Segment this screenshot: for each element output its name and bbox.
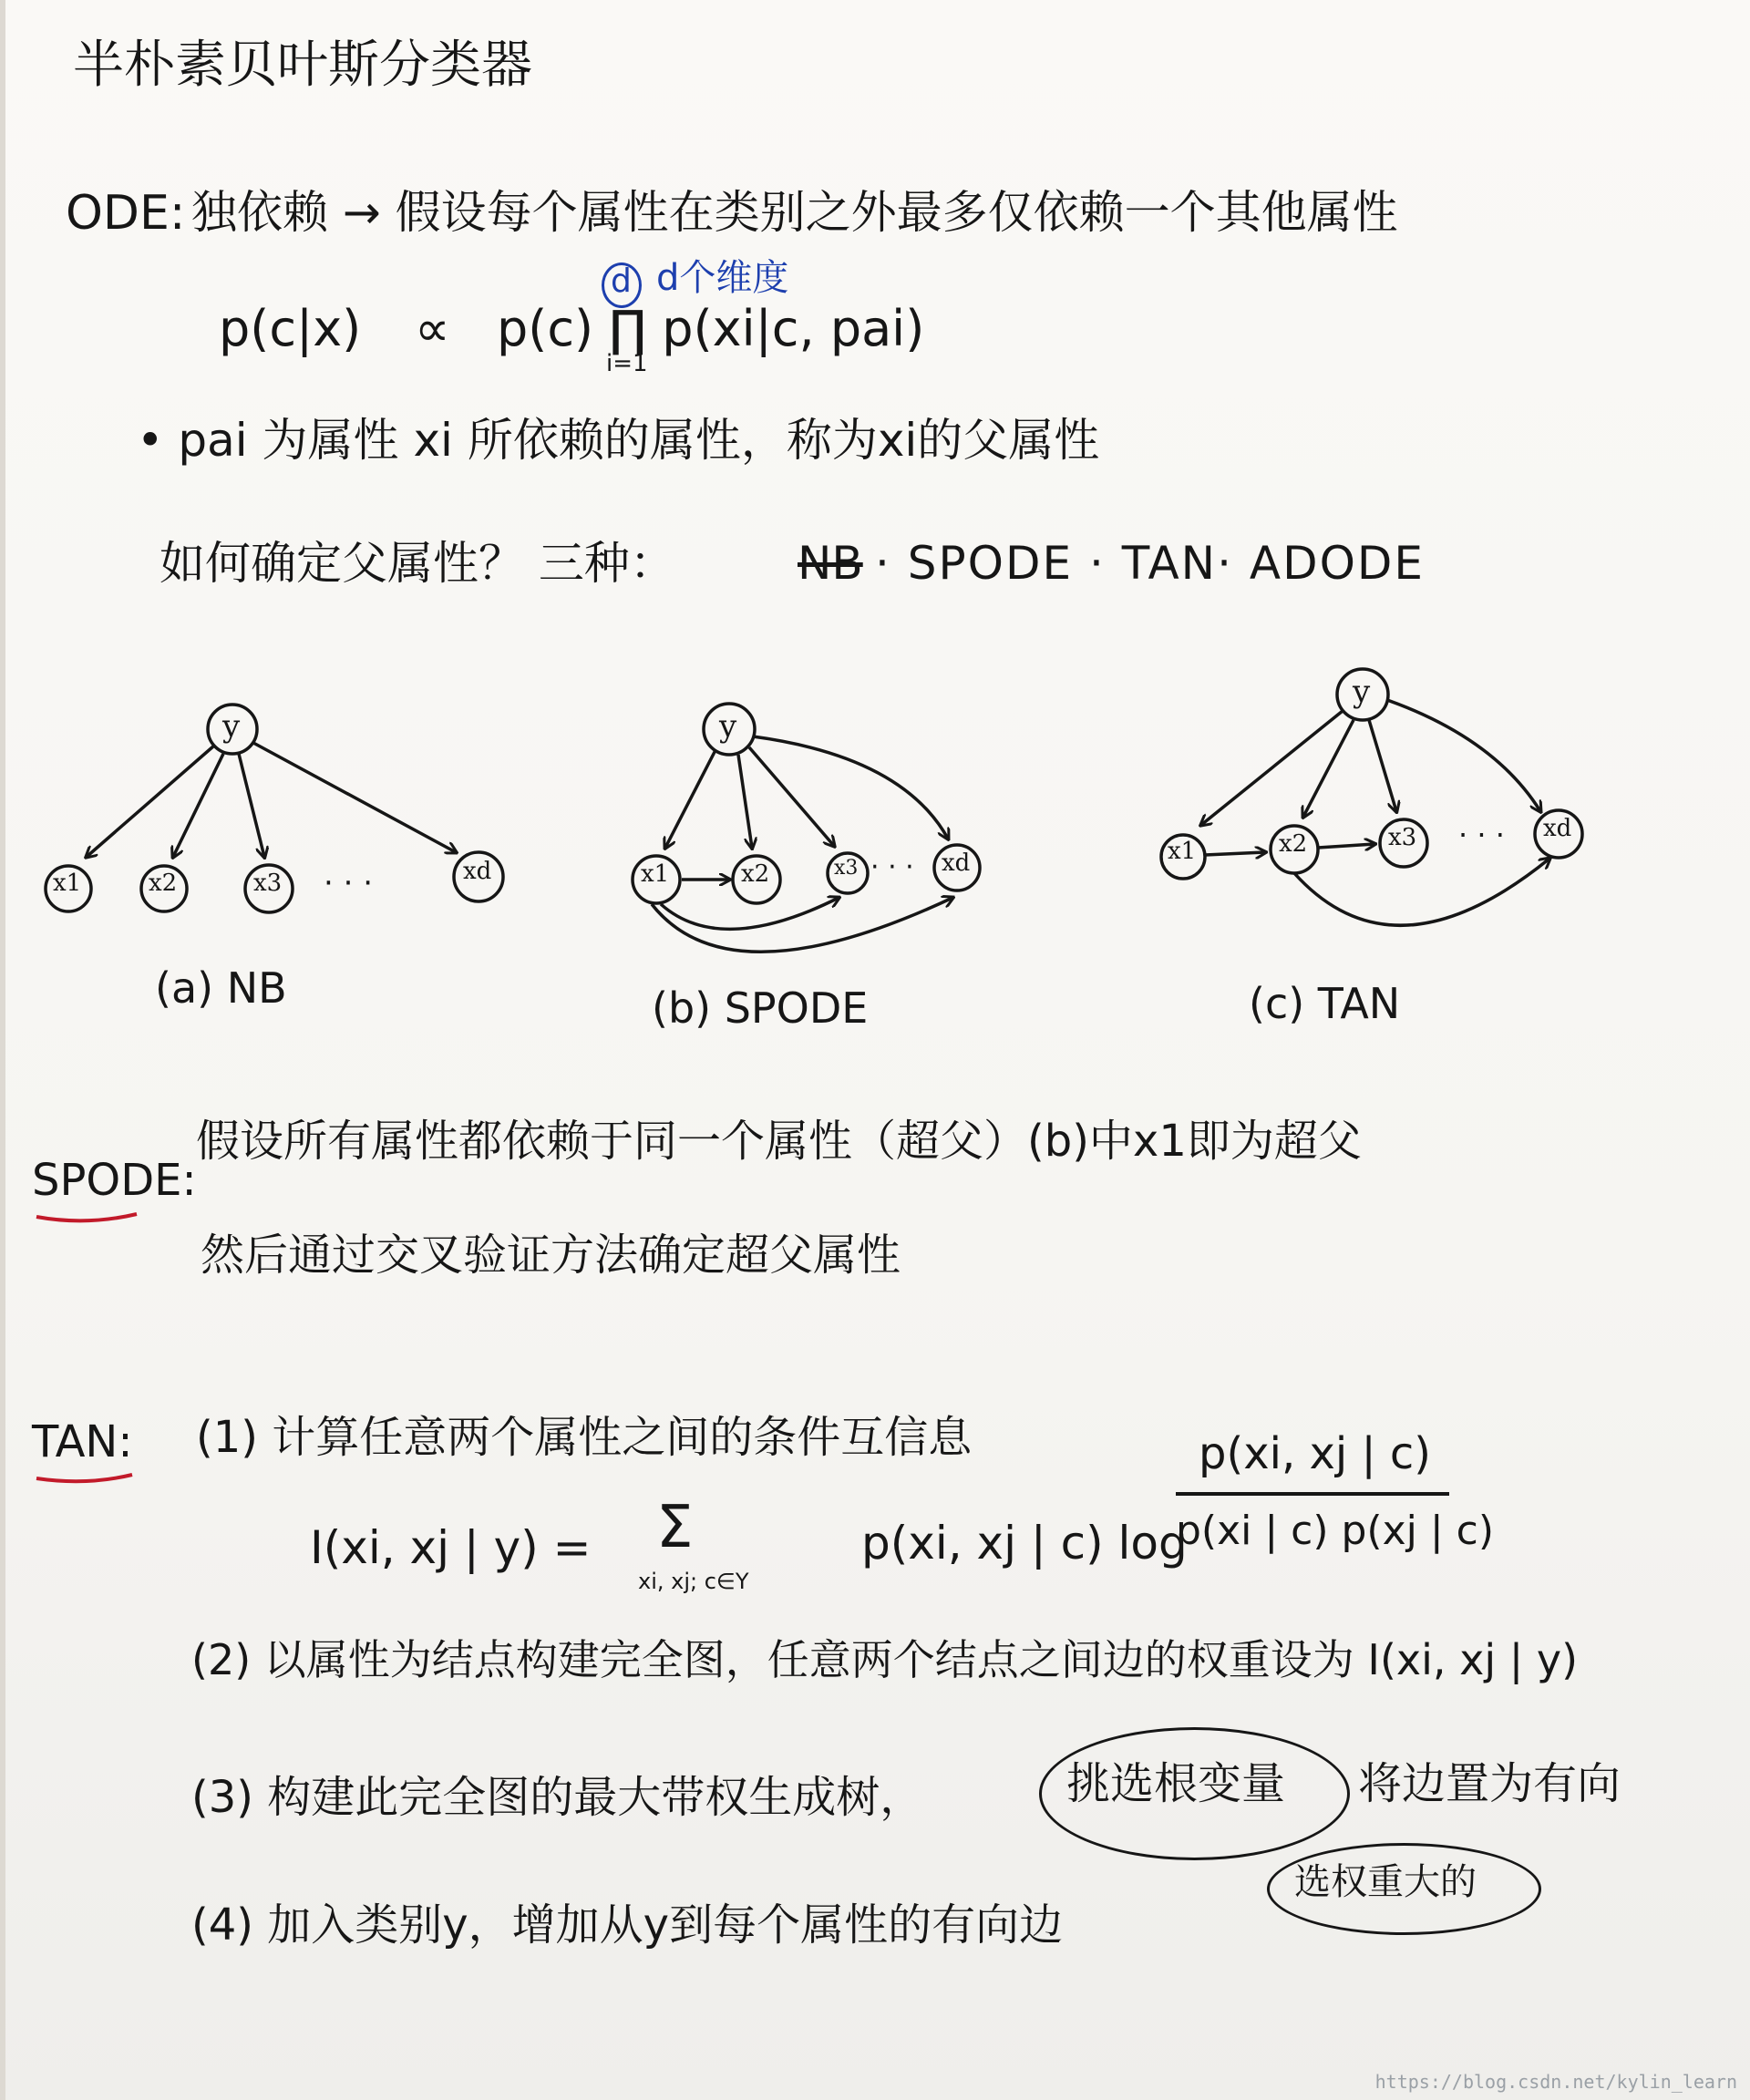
tan-xd-label: xd <box>1543 815 1572 842</box>
fraction-denominator: p(xi | c) p(xj | c) <box>1176 1508 1495 1554</box>
pai-note: • pai 为属性 xi 所依赖的属性，称为xi的父属性 <box>137 414 1100 467</box>
sum-symbol: Σ <box>656 1494 694 1561</box>
nb-edge-y-x2 <box>173 754 223 857</box>
tan-label: TAN: <box>32 1416 133 1467</box>
tan-x2-label: x2 <box>1279 830 1308 858</box>
page-title: 半朴素贝叶斯分类器 <box>73 36 532 95</box>
tan-edge-y-x1 <box>1201 711 1343 825</box>
tan-edge-x2-xd <box>1294 859 1549 925</box>
tan-underline <box>36 1475 132 1481</box>
nb-root-label: y <box>222 708 241 745</box>
spode-x1-label: x1 <box>641 860 670 888</box>
tan-x1-label: x1 <box>1168 838 1197 865</box>
product-upper-limit: d <box>611 262 632 300</box>
tan-edge-x1-x2 <box>1205 852 1265 855</box>
ode-formula-right: p(c) ∏ p(xi|c, pai) <box>497 300 925 357</box>
nb-edge-y-x1 <box>87 746 214 857</box>
side-note: 选权重大的 <box>1294 1861 1477 1903</box>
tan-step-3-b: 将边置为有向 <box>1358 1758 1621 1809</box>
spode-ellipsis: · · · <box>870 851 914 883</box>
tan-step-4: (4) 加入类别y，增加从y到每个属性的有向边 <box>191 1899 1064 1951</box>
nb-ellipsis: · · · <box>324 865 374 901</box>
tan-x3-label: x3 <box>1388 824 1417 851</box>
fraction-bar <box>1176 1492 1449 1496</box>
nb-x2-label: x2 <box>149 870 178 897</box>
fraction-numerator: p(xi, xj | c) <box>1199 1428 1431 1479</box>
spode-x3-label: x3 <box>834 857 859 880</box>
spode-edge-y-x1 <box>665 750 715 848</box>
ode-formula-left: p(c|x) <box>219 300 362 357</box>
tan-step-1: (1) 计算任意两个属性之间的条件互信息 <box>196 1412 973 1463</box>
ode-label: ODE: <box>66 186 186 241</box>
spode-line-2: 然后通过交叉验证方法确定超父属性 <box>201 1230 901 1281</box>
dimension-annotation: d个维度 <box>656 257 789 299</box>
nb-x3-label: x3 <box>253 870 283 897</box>
proportional-symbol: ∝ <box>415 300 450 357</box>
tan-ellipsis: · · · <box>1458 818 1505 852</box>
spode-label: SPODE: <box>32 1155 197 1206</box>
question-options: · SPODE · TAN· ADODE <box>875 537 1426 590</box>
spode-diagram <box>633 704 980 952</box>
question-text: 如何确定父属性？ 三种： <box>160 537 675 590</box>
spode-edge-y-x3 <box>749 747 834 846</box>
nb-edge-y-xd <box>253 743 456 852</box>
tan-step-2: (2) 以属性为结点构建完全图，任意两个结点之间边的权重设为 I(xi, xj | y) <box>191 1635 1579 1684</box>
tan-edge-y-xd <box>1387 700 1540 811</box>
tan-step-3-circled: 挑选根变量 <box>1066 1758 1286 1809</box>
tan-root-label: y <box>1353 674 1371 710</box>
spode-edge-y-x2 <box>738 755 752 848</box>
mi-term: p(xi, xj | c) log <box>861 1517 1188 1570</box>
spode-caption: (b) SPODE <box>652 983 869 1033</box>
spode-x2-label: x2 <box>741 860 770 888</box>
nb-x1-label: x1 <box>53 870 82 897</box>
ode-definition: 独依赖 → 假设每个属性在类别之外最多仅依赖一个其他属性 <box>191 186 1398 239</box>
nb-xd-label: xd <box>463 858 492 885</box>
nb-caption: (a) NB <box>155 963 287 1013</box>
tan-edge-x2-x3 <box>1318 844 1374 848</box>
mi-lhs: I(xi, xj | y) = <box>310 1521 592 1574</box>
tan-caption: (c) TAN <box>1249 979 1401 1028</box>
spode-root-label: y <box>719 708 737 745</box>
spode-xd-label: xd <box>942 849 971 877</box>
tan-edge-y-x3 <box>1369 720 1396 811</box>
watermark: https://blog.csdn.net/kylin_learn <box>1374 2071 1737 2093</box>
spode-underline <box>36 1214 137 1220</box>
sum-subscript: xi, xj; c∈Y <box>638 1569 749 1594</box>
tan-step-3-a: (3) 构建此完全图的最大带权生成树， <box>191 1772 924 1823</box>
spode-line-1: 假设所有属性都依赖于同一个属性（超父）(b)中x1即为超父 <box>196 1116 1362 1167</box>
struck-option: NB <box>798 537 863 590</box>
tan-diagram <box>1161 669 1582 925</box>
product-lower-limit: i=1 <box>606 350 648 377</box>
nb-edge-y-x3 <box>239 754 264 857</box>
